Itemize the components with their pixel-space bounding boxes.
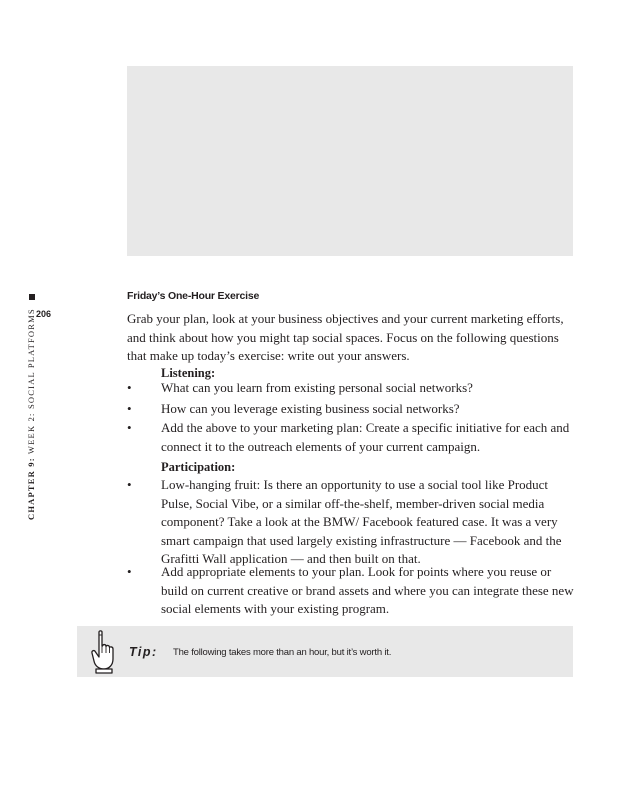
pointing-hand-icon [89,629,119,674]
participation-item-2: Add appropriate elements to your plan. Look for points where you reuse or build on current creative or brand assets and where you can integrate these new social elements with your existing program. [161,564,574,616]
bullet-icon: • [127,380,132,395]
listening-item-3: Add the above to your marketing plan: Create a specific initiative for each and connect it to the outreach elements of your current campaign. [161,420,570,454]
square-bullet-icon [29,294,35,300]
image-placeholder [127,66,573,256]
listening-label: Listening: [161,366,216,380]
tip-label: Tip: [129,645,158,659]
bullet-icon: • [127,401,132,416]
running-head [26,294,36,520]
tip-text: The following takes more than an hour, but it’s worth it. [173,647,392,658]
participation-item-1: Low-hanging fruit: Is there an opportunity to use a social tool like Product Pulse, Social Vibe, or a similar off-the-shelf, member-driven social media component? Take a look at the BMW/ Facebook featured case. It was a very smart campaign that used largely existing infrastructure — Facebook and the Grafitti Wall application — and then built on that. [161,477,562,566]
listening-item-1: What can you learn from existing personal social networks? [161,380,473,395]
bullet-icon: • [127,477,132,492]
participation-label: Participation: [161,460,236,474]
tip-box [77,626,573,677]
exercise-intro: Grab your plan, look at your business objectives and your current marketing efforts, and think about how you might tap social spaces. Focus on the following questions that make up today’s exercise: write out your answers. [127,311,564,363]
bullet-icon: • [127,564,132,579]
running-head-section: WEEK 2: SOCIAL PLATFORMS [26,308,36,455]
page-number: 206 [36,309,52,319]
running-head-chapter: CHAPTER 9: [26,457,36,520]
exercise-heading: Friday’s One-Hour Exercise [127,290,260,302]
listening-item-2: How can you leverage existing business social networks? [161,401,460,416]
bullet-icon: • [127,420,132,435]
